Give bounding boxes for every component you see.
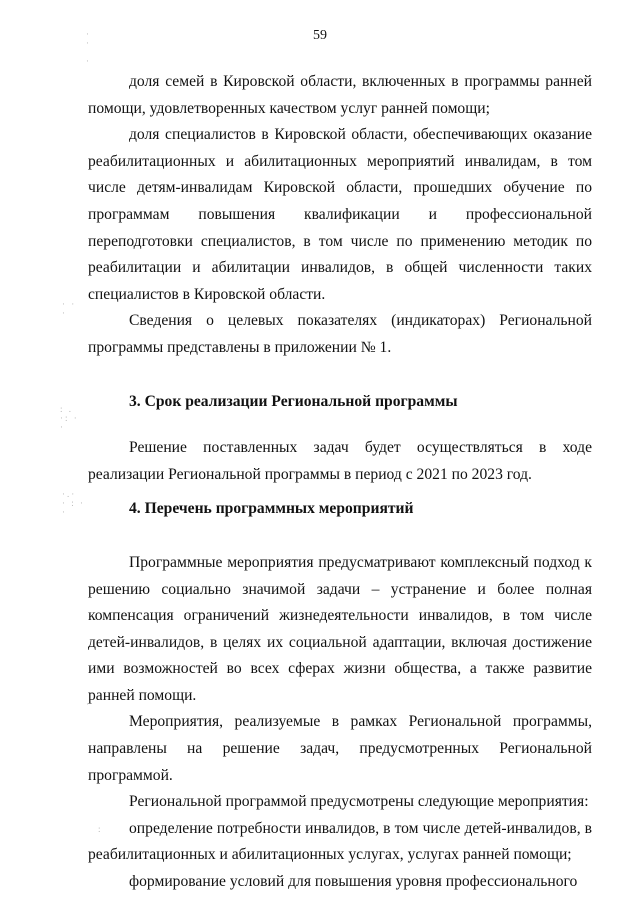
scan-specks: · [86,699,91,709]
scan-specks: ·.· · : · · [62,489,85,517]
paragraph-implementation-period: Решение поставленных задач будет осуществляться в ходе реализации Региональной программы в период с 2021 по 2023 год. [88,439,592,483]
paragraph-early-help-families: доля семей в Кировской области, включенных в программы ранней помощи, удовлетворенных качеством услуг ранней помощи; [88,73,592,117]
section-4-heading: 4. Перечень программных мероприятий [129,500,414,518]
paragraph-needs-assessment: определение потребности инвалидов, в том числе детей-инвалидов, в реабилитационных и абилитационных услугах, услугах ранней помощи; [88,819,592,864]
section-3-heading: 3. Срок реализации Региональной программы [129,392,458,410]
paragraph-indicators-reference: Сведения о целевых показателях (индикаторах) Региональной программы представлены в приложении № 1. [88,312,592,356]
paragraph-professional-level: формирование условий для повышения уровня профессионального [129,873,578,891]
scan-specks: : [98,824,103,834]
document-body [88,69,592,896]
paragraph-specialists-training: доля специалистов в Кировской области, обеспечивающих оказание реабилитационных и абилитационных мероприятий инвалидам, в том числе детям-инвалидам Кировской области, прошедших обучение по программам повышения квалификации и профессиональной переподготовки специалистов, в том числе по применению методик по реабилитации и абилитации инвалидов, в общей численности таких специалистов в Кировской области. [88,126,592,303]
scan-specks: · · · [62,299,77,318]
page-number: 59 [313,28,327,43]
paragraph-program-tasks: Мероприятия, реализуемые в рамках Региональной программы, направлены на решение задач, предусмотренных Региональной программой. [88,713,592,784]
scan-specks: : . ·: · · [60,404,79,432]
paragraph-program-approach: Программные мероприятия предусматривают комплексный подход к решению социально значимой задачи – устранение и более полная компенсация ограничений жизнедеятельности инвалидов, в том числе детей-инвалидов, в целях их социальной адаптации, включая достижение ими возможностей во всех сферах жизни общества, а также развитие ранней помощи. [88,553,592,704]
paragraph-measures-intro: Региональной программой предусмотрены следующие мероприятия: [129,793,589,811]
scan-specks: · · · [86,29,91,66]
